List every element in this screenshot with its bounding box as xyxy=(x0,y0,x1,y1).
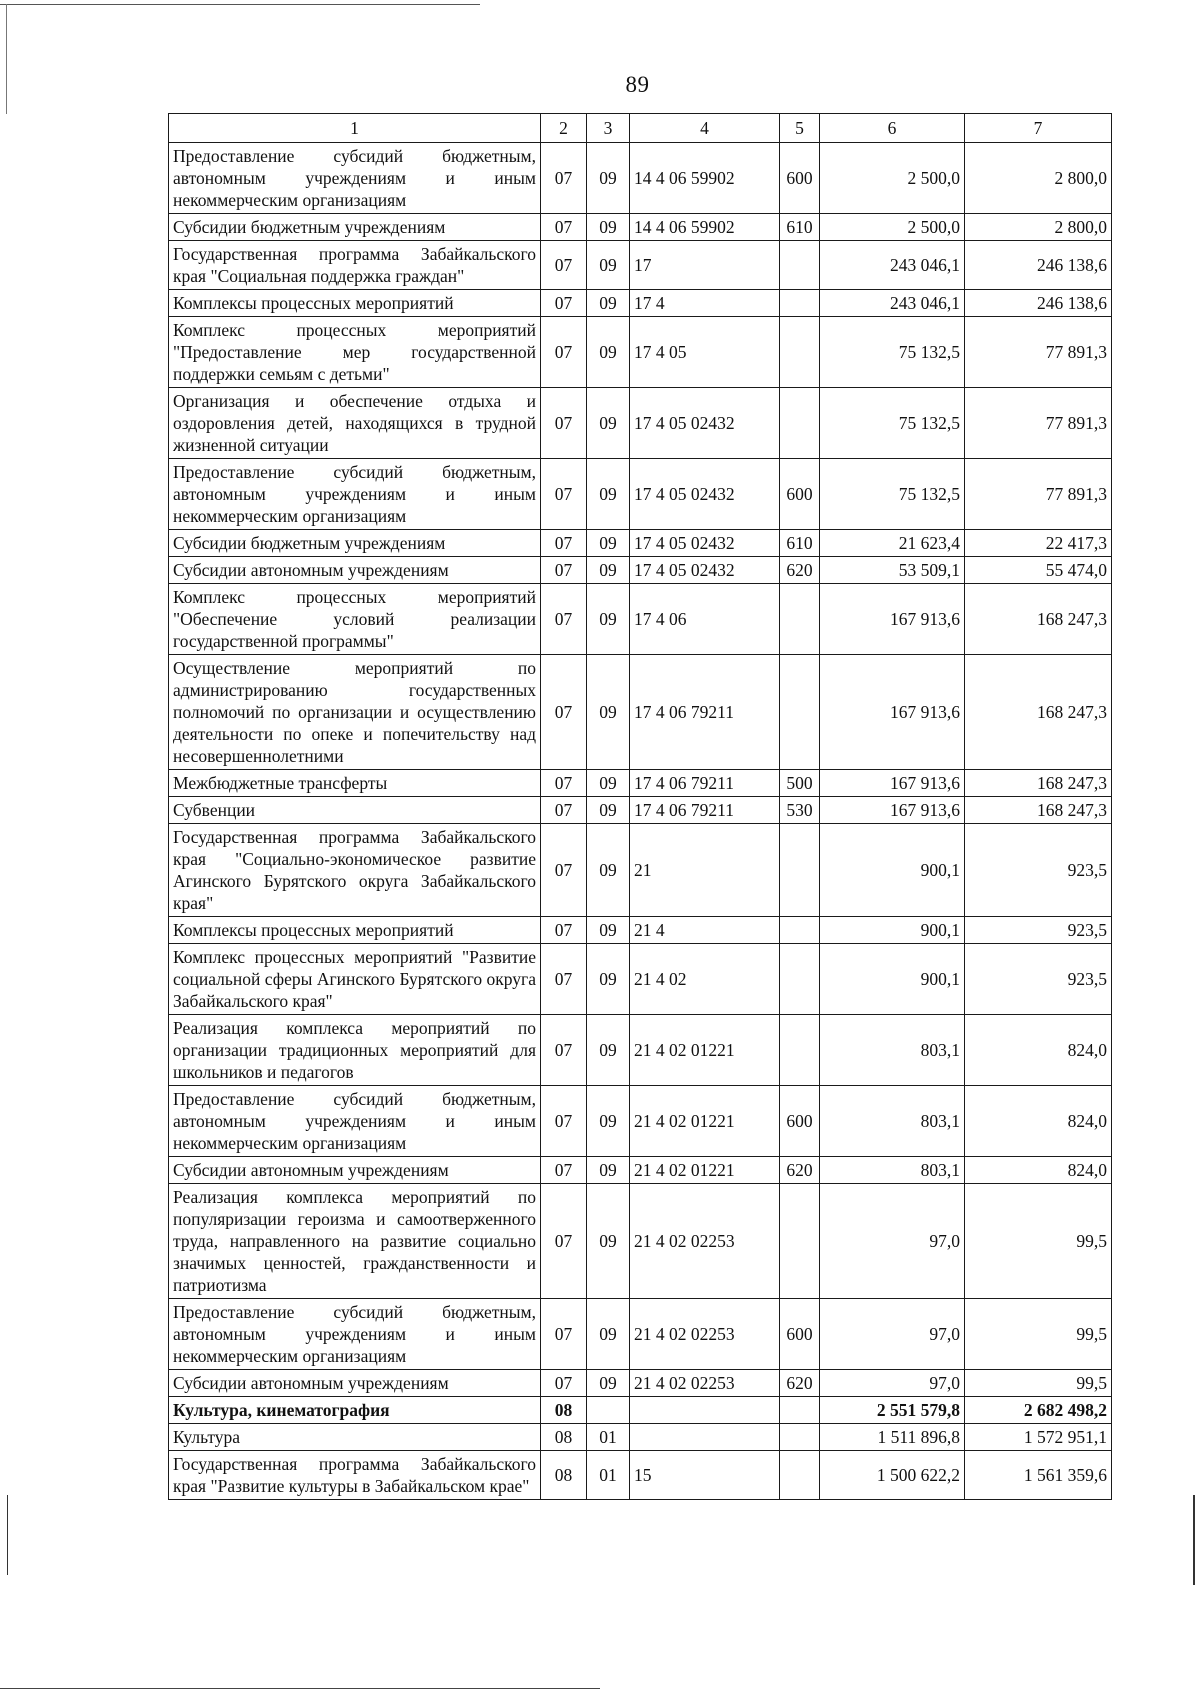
target-article-code: 15 xyxy=(630,1451,780,1500)
header-col-4: 4 xyxy=(630,114,780,143)
amount-col-6: 2 500,0 xyxy=(820,143,965,214)
section-code: 07 xyxy=(541,459,587,530)
subsection-code: 09 xyxy=(587,1086,630,1157)
amount-col-7: 99,5 xyxy=(965,1370,1112,1397)
expense-type-code: 600 xyxy=(780,143,820,214)
target-article-code: 14 4 06 59902 xyxy=(630,143,780,214)
amount-col-7: 246 138,6 xyxy=(965,290,1112,317)
table-row xyxy=(169,1451,1112,1500)
expense-type-code: 530 xyxy=(780,797,820,824)
table-row xyxy=(169,770,1112,797)
amount-col-6: 97,0 xyxy=(820,1299,965,1370)
table-row xyxy=(169,557,1112,584)
subsection-code: 09 xyxy=(587,317,630,388)
expense-type-code: 610 xyxy=(780,214,820,241)
amount-col-7: 923,5 xyxy=(965,917,1112,944)
table-row xyxy=(169,143,1112,214)
item-name: Субсидии бюджетным учреждениям xyxy=(169,214,541,241)
subsection-code: 09 xyxy=(587,143,630,214)
item-name: Реализация комплекса мероприятий по организации традиционных мероприятий для школьников и педагогов xyxy=(169,1015,541,1086)
amount-col-6: 2 500,0 xyxy=(820,214,965,241)
subsection-code: 09 xyxy=(587,944,630,1015)
subsection-code: 09 xyxy=(587,824,630,917)
item-name: Реализация комплекса мероприятий по популяризации героизма и самоотверженного труда, направленного на развитие социально значимых ценностей, гражданственности и патриотизма xyxy=(169,1184,541,1299)
table-row xyxy=(169,214,1112,241)
amount-col-7: 824,0 xyxy=(965,1086,1112,1157)
expense-type-code xyxy=(780,290,820,317)
table-row xyxy=(169,584,1112,655)
target-article-code: 17 4 06 79211 xyxy=(630,797,780,824)
table-header-row xyxy=(169,114,1112,143)
table-row xyxy=(169,1299,1112,1370)
amount-col-6: 243 046,1 xyxy=(820,290,965,317)
table-row xyxy=(169,459,1112,530)
subsection-code: 09 xyxy=(587,290,630,317)
section-code: 07 xyxy=(541,1184,587,1299)
page-number: 89 xyxy=(625,72,650,97)
amount-col-7: 246 138,6 xyxy=(965,241,1112,290)
subsection-code: 09 xyxy=(587,917,630,944)
amount-col-7: 99,5 xyxy=(965,1184,1112,1299)
item-name: Культура, кинематография xyxy=(169,1397,541,1424)
amount-col-6: 803,1 xyxy=(820,1015,965,1086)
item-name: Комплекс процессных мероприятий "Предоставление мер государственной поддержки семьям с детьми" xyxy=(169,317,541,388)
section-code: 07 xyxy=(541,241,587,290)
subsection-code: 09 xyxy=(587,214,630,241)
amount-col-6: 75 132,5 xyxy=(820,388,965,459)
expense-type-code: 620 xyxy=(780,1157,820,1184)
target-article-code: 17 4 05 xyxy=(630,317,780,388)
expense-type-code: 620 xyxy=(780,557,820,584)
item-name: Субсидии автономным учреждениям xyxy=(169,1157,541,1184)
table-row xyxy=(169,1157,1112,1184)
table-row xyxy=(169,1086,1112,1157)
expense-type-code xyxy=(780,1015,820,1086)
amount-col-7: 77 891,3 xyxy=(965,459,1112,530)
budget-table xyxy=(168,113,1112,1500)
amount-col-6: 97,0 xyxy=(820,1184,965,1299)
amount-col-6: 167 913,6 xyxy=(820,584,965,655)
section-code: 07 xyxy=(541,143,587,214)
amount-col-7: 824,0 xyxy=(965,1157,1112,1184)
table-row xyxy=(169,917,1112,944)
section-code: 07 xyxy=(541,824,587,917)
scan-artifact-left-edge-lower xyxy=(7,1495,8,1575)
item-name: Государственная программа Забайкальского края "Развитие культуры в Забайкальском крае" xyxy=(169,1451,541,1500)
section-code: 08 xyxy=(541,1397,587,1424)
expense-type-code: 500 xyxy=(780,770,820,797)
item-name: Субсидии автономным учреждениям xyxy=(169,557,541,584)
amount-col-7: 168 247,3 xyxy=(965,655,1112,770)
item-name: Предоставление субсидий бюджетным, автономным учреждениям и иным некоммерческим организациям xyxy=(169,1299,541,1370)
subsection-code xyxy=(587,1397,630,1424)
section-code: 07 xyxy=(541,797,587,824)
section-code: 07 xyxy=(541,388,587,459)
subsection-code: 09 xyxy=(587,1184,630,1299)
amount-col-6: 803,1 xyxy=(820,1086,965,1157)
target-article-code: 17 4 06 79211 xyxy=(630,655,780,770)
section-code: 07 xyxy=(541,1299,587,1370)
scan-artifact-top-line xyxy=(0,4,480,5)
amount-col-7: 55 474,0 xyxy=(965,557,1112,584)
amount-col-7: 923,5 xyxy=(965,944,1112,1015)
subsection-code: 09 xyxy=(587,1299,630,1370)
amount-col-7: 168 247,3 xyxy=(965,770,1112,797)
table-row xyxy=(169,1397,1112,1424)
expense-type-code xyxy=(780,1397,820,1424)
amount-col-6: 1 511 896,8 xyxy=(820,1424,965,1451)
scan-artifact-bottom-line xyxy=(0,1688,600,1689)
target-article-code: 21 4 02 01221 xyxy=(630,1157,780,1184)
target-article-code: 17 4 05 02432 xyxy=(630,388,780,459)
amount-col-6: 900,1 xyxy=(820,824,965,917)
item-name: Субсидии автономным учреждениям xyxy=(169,1370,541,1397)
subsection-code: 09 xyxy=(587,1015,630,1086)
table-row xyxy=(169,388,1112,459)
amount-col-6: 75 132,5 xyxy=(820,459,965,530)
amount-col-7: 2 800,0 xyxy=(965,214,1112,241)
amount-col-6: 167 913,6 xyxy=(820,655,965,770)
section-code: 07 xyxy=(541,290,587,317)
target-article-code: 17 xyxy=(630,241,780,290)
table-row xyxy=(169,797,1112,824)
header-col-5: 5 xyxy=(780,114,820,143)
section-code: 07 xyxy=(541,944,587,1015)
header-col-3: 3 xyxy=(587,114,630,143)
subsection-code: 09 xyxy=(587,584,630,655)
subsection-code: 09 xyxy=(587,557,630,584)
section-code: 07 xyxy=(541,214,587,241)
amount-col-6: 167 913,6 xyxy=(820,770,965,797)
section-code: 07 xyxy=(541,1015,587,1086)
expense-type-code xyxy=(780,388,820,459)
subsection-code: 09 xyxy=(587,1157,630,1184)
section-code: 07 xyxy=(541,770,587,797)
table-row xyxy=(169,655,1112,770)
section-code: 07 xyxy=(541,1157,587,1184)
target-article-code: 17 4 xyxy=(630,290,780,317)
amount-col-6: 900,1 xyxy=(820,917,965,944)
amount-col-6: 803,1 xyxy=(820,1157,965,1184)
expense-type-code xyxy=(780,1424,820,1451)
target-article-code: 21 4 02 02253 xyxy=(630,1299,780,1370)
amount-col-6: 243 046,1 xyxy=(820,241,965,290)
target-article-code: 17 4 06 79211 xyxy=(630,770,780,797)
amount-col-7: 923,5 xyxy=(965,824,1112,917)
amount-col-6: 75 132,5 xyxy=(820,317,965,388)
table-row xyxy=(169,1015,1112,1086)
section-code: 08 xyxy=(541,1451,587,1500)
expense-type-code: 600 xyxy=(780,1299,820,1370)
target-article-code: 21 4 02 xyxy=(630,944,780,1015)
amount-col-7: 1 572 951,1 xyxy=(965,1424,1112,1451)
expense-type-code: 610 xyxy=(780,530,820,557)
amount-col-7: 77 891,3 xyxy=(965,317,1112,388)
table-row xyxy=(169,1370,1112,1397)
subsection-code: 09 xyxy=(587,655,630,770)
target-article-code: 14 4 06 59902 xyxy=(630,214,780,241)
table-row xyxy=(169,1424,1112,1451)
subsection-code: 09 xyxy=(587,241,630,290)
item-name: Субвенции xyxy=(169,797,541,824)
expense-type-code xyxy=(780,1451,820,1500)
section-code: 07 xyxy=(541,655,587,770)
table-row xyxy=(169,241,1112,290)
section-code: 07 xyxy=(541,917,587,944)
expense-type-code xyxy=(780,317,820,388)
section-code: 07 xyxy=(541,1086,587,1157)
expense-type-code xyxy=(780,584,820,655)
subsection-code: 01 xyxy=(587,1424,630,1451)
amount-col-6: 900,1 xyxy=(820,944,965,1015)
item-name: Субсидии бюджетным учреждениям xyxy=(169,530,541,557)
item-name: Осуществление мероприятий по администрированию государственных полномочий по организации и осуществлению деятельности по опеке и попечительству над несовершеннолетними xyxy=(169,655,541,770)
amount-col-7: 1 561 359,6 xyxy=(965,1451,1112,1500)
section-code: 07 xyxy=(541,557,587,584)
amount-col-6: 1 500 622,2 xyxy=(820,1451,965,1500)
table-body xyxy=(169,143,1112,1500)
subsection-code: 09 xyxy=(587,530,630,557)
section-code: 07 xyxy=(541,317,587,388)
amount-col-7: 824,0 xyxy=(965,1015,1112,1086)
amount-col-6: 2 551 579,8 xyxy=(820,1397,965,1424)
target-article-code: 21 4 xyxy=(630,917,780,944)
item-name: Государственная программа Забайкальского края "Социальная поддержка граждан" xyxy=(169,241,541,290)
expense-type-code xyxy=(780,824,820,917)
table-row xyxy=(169,317,1112,388)
expense-type-code xyxy=(780,241,820,290)
target-article-code: 17 4 05 02432 xyxy=(630,459,780,530)
section-code: 08 xyxy=(541,1424,587,1451)
amount-col-7: 168 247,3 xyxy=(965,584,1112,655)
expense-type-code xyxy=(780,944,820,1015)
expense-type-code: 600 xyxy=(780,459,820,530)
subsection-code: 01 xyxy=(587,1451,630,1500)
header-col-1: 1 xyxy=(169,114,541,143)
subsection-code: 09 xyxy=(587,1370,630,1397)
item-name: Предоставление субсидий бюджетным, автономным учреждениям и иным некоммерческим организациям xyxy=(169,1086,541,1157)
subsection-code: 09 xyxy=(587,770,630,797)
expense-type-code: 620 xyxy=(780,1370,820,1397)
table-row xyxy=(169,1184,1112,1299)
scan-artifact-right-edge xyxy=(1193,1495,1195,1585)
expense-type-code xyxy=(780,1184,820,1299)
target-article-code: 17 4 05 02432 xyxy=(630,557,780,584)
target-article-code: 21 4 02 01221 xyxy=(630,1086,780,1157)
target-article-code: 17 4 05 02432 xyxy=(630,530,780,557)
item-name: Организация и обеспечение отдыха и оздоровления детей, находящихся в трудной жизненной ситуации xyxy=(169,388,541,459)
item-name: Государственная программа Забайкальского края "Социально-экономическое развитие Агинского Бурятского округа Забайкальского края" xyxy=(169,824,541,917)
target-article-code xyxy=(630,1397,780,1424)
table-row xyxy=(169,824,1112,917)
expense-type-code: 600 xyxy=(780,1086,820,1157)
target-article-code: 21 xyxy=(630,824,780,917)
item-name: Предоставление субсидий бюджетным, автономным учреждениям и иным некоммерческим организациям xyxy=(169,143,541,214)
subsection-code: 09 xyxy=(587,797,630,824)
target-article-code xyxy=(630,1424,780,1451)
amount-col-7: 22 417,3 xyxy=(965,530,1112,557)
amount-col-7: 77 891,3 xyxy=(965,388,1112,459)
item-name: Межбюджетные трансферты xyxy=(169,770,541,797)
amount-col-7: 99,5 xyxy=(965,1299,1112,1370)
amount-col-6: 53 509,1 xyxy=(820,557,965,584)
header-col-7: 7 xyxy=(965,114,1112,143)
table-row xyxy=(169,944,1112,1015)
target-article-code: 17 4 06 xyxy=(630,584,780,655)
target-article-code: 21 4 02 02253 xyxy=(630,1184,780,1299)
header-col-6: 6 xyxy=(820,114,965,143)
item-name: Комплекс процессных мероприятий "Обеспечение условий реализации государственной программы" xyxy=(169,584,541,655)
section-code: 07 xyxy=(541,584,587,655)
table-row xyxy=(169,530,1112,557)
item-name: Комплекс процессных мероприятий "Развитие социальной сферы Агинского Бурятского округа Забайкальского края" xyxy=(169,944,541,1015)
expense-type-code xyxy=(780,917,820,944)
item-name: Комплексы процессных мероприятий xyxy=(169,917,541,944)
section-code: 07 xyxy=(541,530,587,557)
item-name: Предоставление субсидий бюджетным, автономным учреждениям и иным некоммерческим организациям xyxy=(169,459,541,530)
subsection-code: 09 xyxy=(587,459,630,530)
target-article-code: 21 4 02 01221 xyxy=(630,1015,780,1086)
amount-col-6: 167 913,6 xyxy=(820,797,965,824)
header-col-2: 2 xyxy=(541,114,587,143)
amount-col-6: 97,0 xyxy=(820,1370,965,1397)
item-name: Комплексы процессных мероприятий xyxy=(169,290,541,317)
item-name: Культура xyxy=(169,1424,541,1451)
target-article-code: 21 4 02 02253 xyxy=(630,1370,780,1397)
expense-type-code xyxy=(780,655,820,770)
amount-col-7: 2 800,0 xyxy=(965,143,1112,214)
amount-col-6: 21 623,4 xyxy=(820,530,965,557)
section-code: 07 xyxy=(541,1370,587,1397)
table-row xyxy=(169,290,1112,317)
amount-col-7: 168 247,3 xyxy=(965,797,1112,824)
subsection-code: 09 xyxy=(587,388,630,459)
amount-col-7: 2 682 498,2 xyxy=(965,1397,1112,1424)
